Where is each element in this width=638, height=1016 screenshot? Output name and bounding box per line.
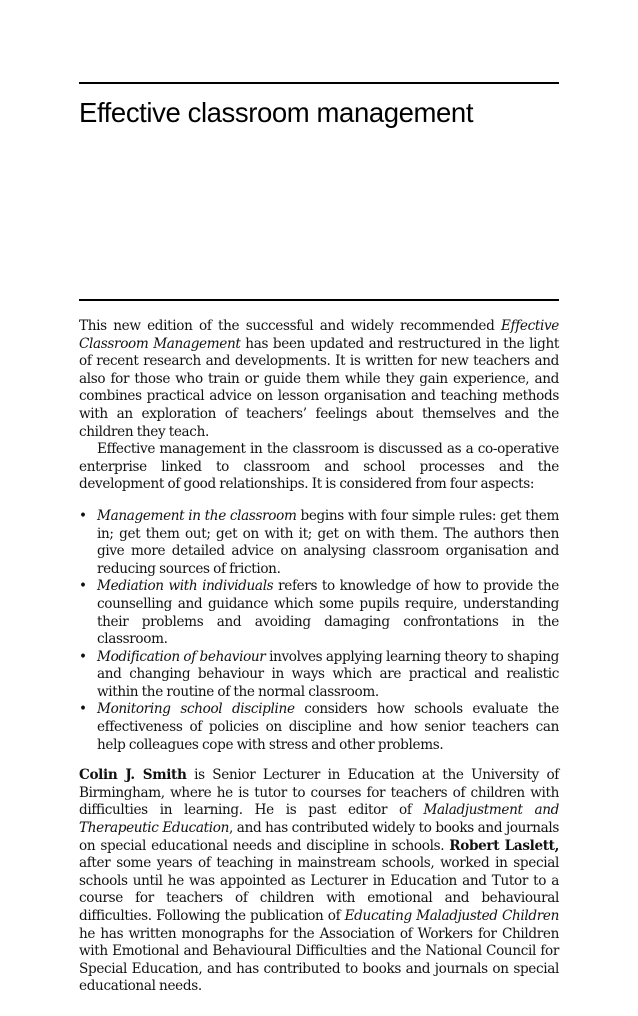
- list-item: • Management in the classroom begins with four simple rules: get them in; get them out; get on with it; get on with them. The authors then give more detailed advice on analysing classroom organisation and reducing sources of friction.: [79, 507, 559, 577]
- list-item: • Modification of behaviour involves applying learning theory to shaping and changing behaviour in ways which are practical and realistic within the routine of the normal classroom.: [79, 648, 559, 700]
- description-text: [79, 318, 559, 996]
- intro-paragraph-2: Effective management in the classroom is discussed as a co-operative enterprise linked to classroom and school processes and the development of good relationships. It is considered from four aspects:: [79, 441, 559, 493]
- aspects-list: [79, 508, 559, 754]
- list-item: • Mediation with individuals refers to knowledge of how to provide the counselling and guidance which some pupils require, understanding their problems and avoiding damaging confrontations in the classroom.: [79, 578, 559, 648]
- author-name: Robert Laslett,: [449, 837, 559, 854]
- authors-paragraph: Colin J. Smith is Senior Lecturer in Education at the University of Birmingham, where he is tutor to courses for teachers of children with difficulties in learning. He is past editor of Maladjustment and Therapeutic Education, and has contributed widely to books and journals on special educational needs and discipline in schools. Robert Laslett, after some years of teaching in mainstream schools, worked in special schools until he was appointed as Lecturer in Education and Tutor to a course for teachers of children with emotional and behavioural difficulties. Following the publication of Educating Maladjusted Children he has written monographs for the Association of Workers for Children with Emotional and Behavioural Difficulties and the National Council for Special Education, and has contributed to books and journals on special educational needs.: [79, 767, 560, 995]
- aspect-term: Mediation with individuals: [97, 578, 274, 595]
- aspect-term: Modification of behaviour: [97, 648, 266, 665]
- journal-title-italic: Maladjustment and Therapeutic Education: [79, 802, 559, 837]
- bullet-icon: •: [79, 507, 87, 524]
- book-title-italic: Educating Maladjusted Children: [344, 908, 559, 924]
- page-title: Effective classroom management: [79, 97, 474, 128]
- bullet-icon: •: [79, 701, 87, 718]
- top-rule: [79, 82, 559, 84]
- author-name: Colin J. Smith: [79, 767, 187, 784]
- bullet-icon: •: [79, 578, 87, 595]
- middle-rule: [79, 299, 559, 301]
- aspect-term: Monitoring school discipline: [97, 701, 295, 718]
- book-title-italic: Effective Classroom Management: [79, 318, 559, 352]
- aspect-term: Management in the classroom: [97, 507, 297, 524]
- list-item: • Monitoring school discipline considers how schools evaluate the effectiveness of policies on discipline and how senior teachers can help colleagues cope with stress and other problems.: [79, 701, 559, 753]
- bullet-icon: •: [79, 648, 87, 665]
- intro-paragraph-1: This new edition of the successful and widely recommended Effective Classroom Management has been updated and restructured in the light of recent research and developments. It is written for new teachers and also for those who train or guide them while they gain experience, and combines practical advice on lesson organisation and teaching methods with an exploration of teachers’ feelings about themselves and the children they teach.: [79, 318, 559, 440]
